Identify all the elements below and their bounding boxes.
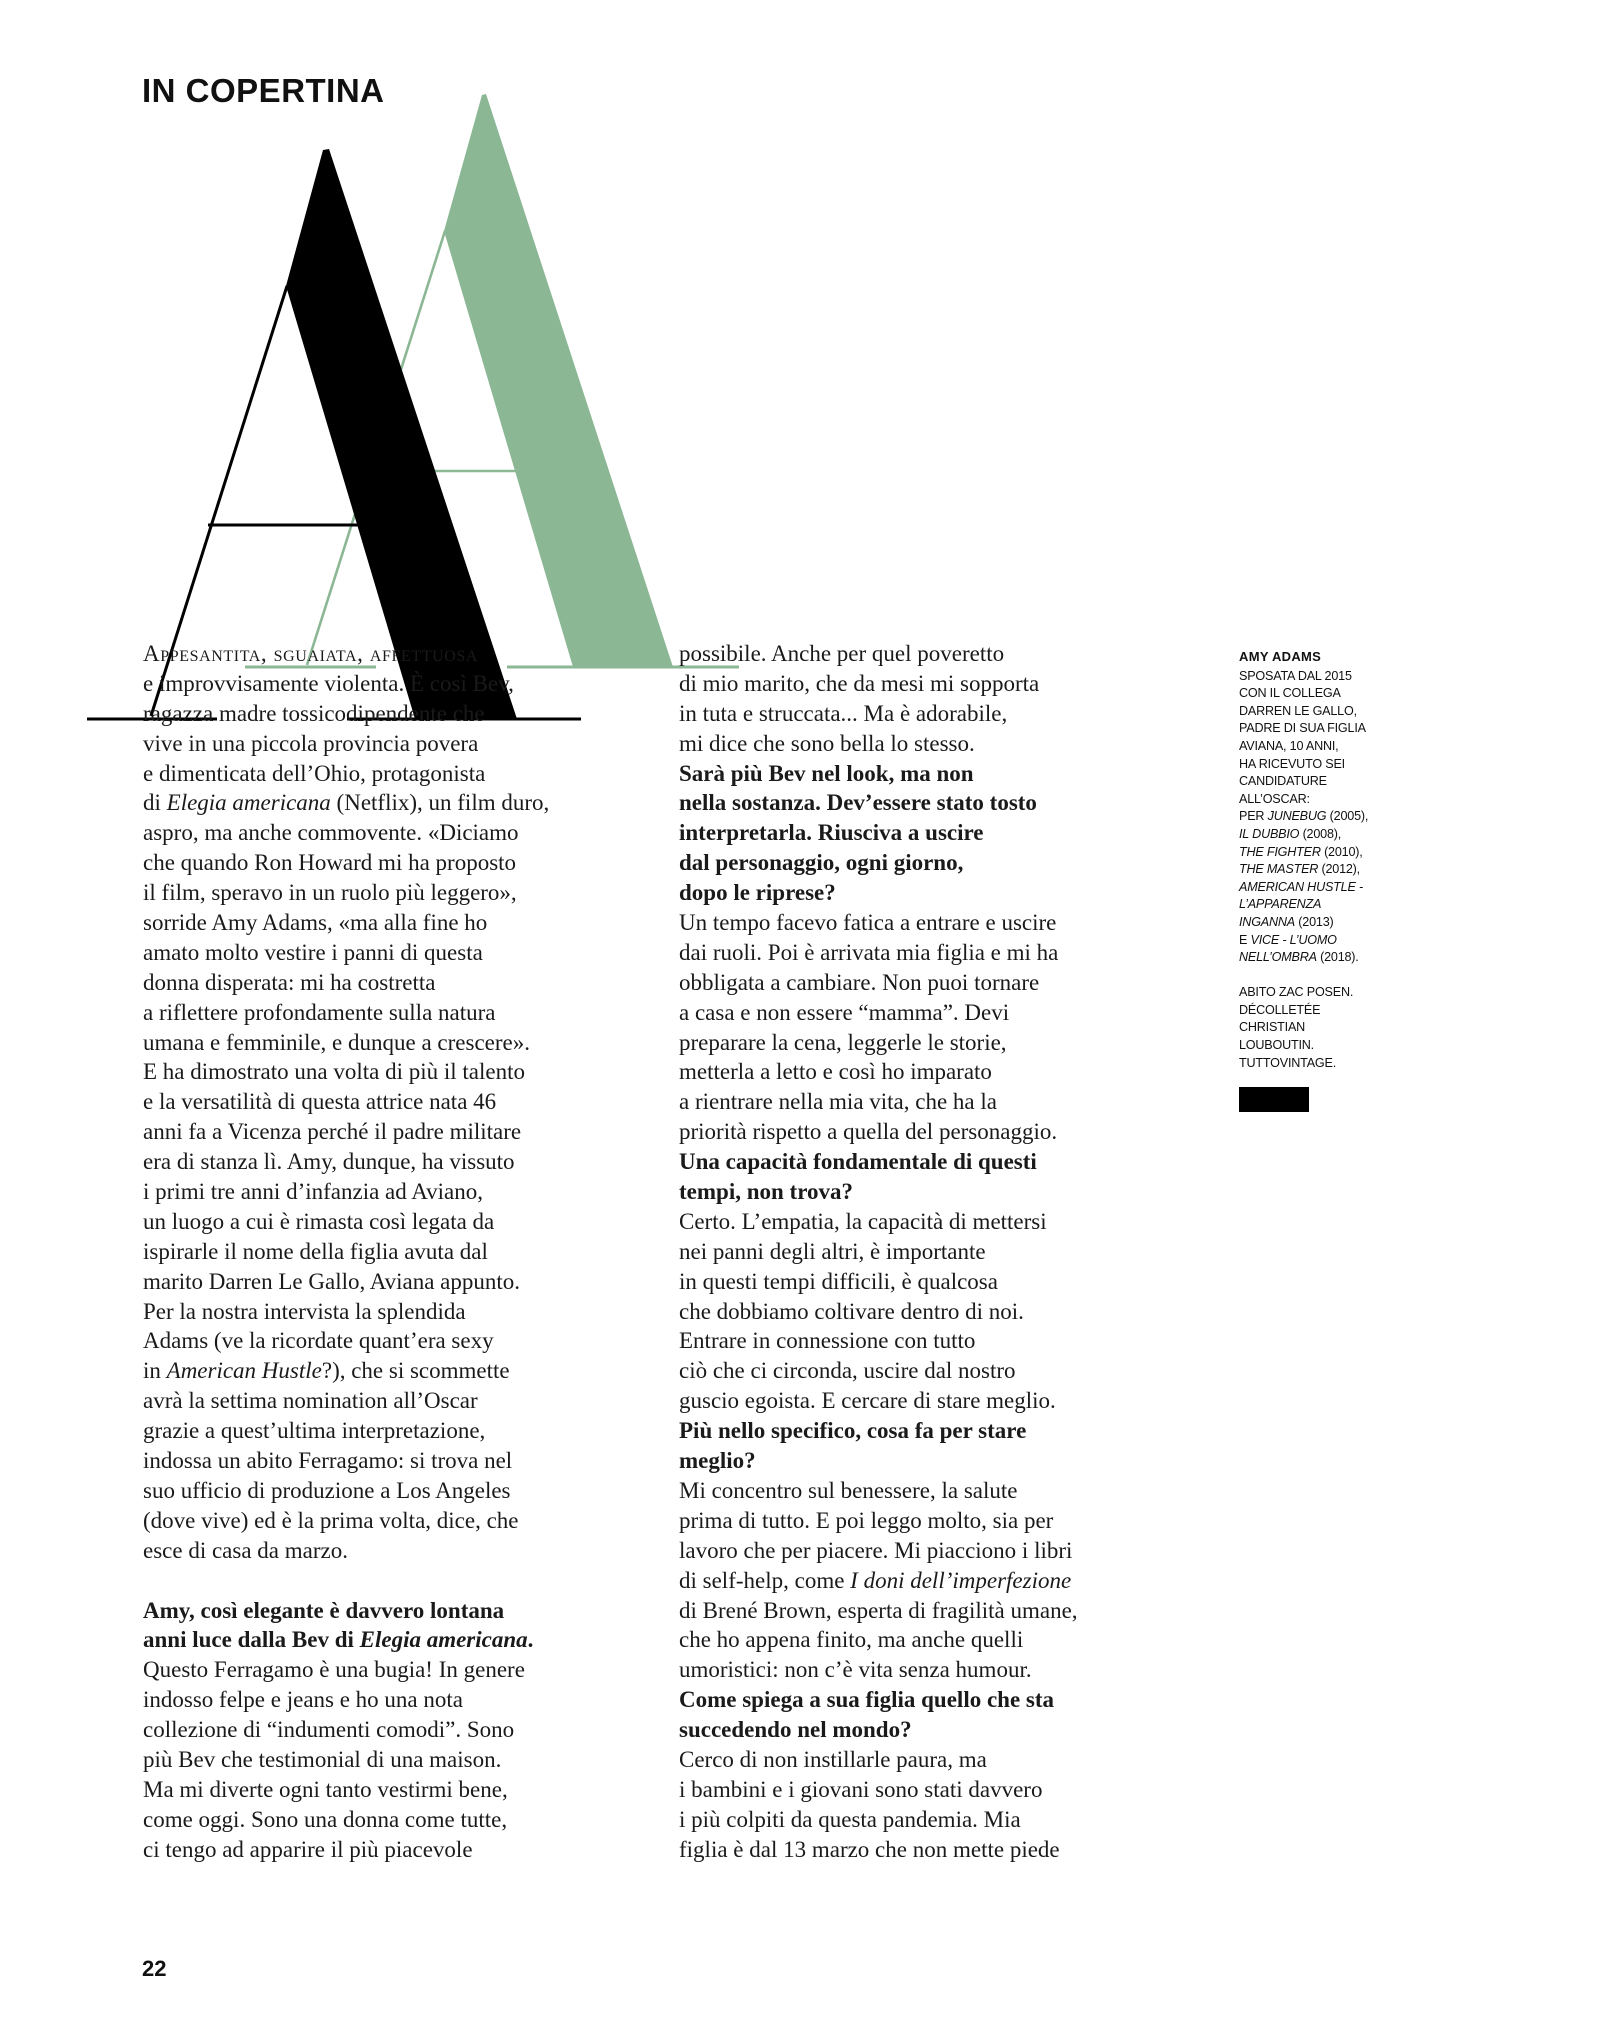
text-line — [1239, 685, 1368, 703]
text-line — [143, 968, 549, 998]
italic-title: NELL’OMBRA — [1239, 950, 1317, 965]
text-line — [143, 1715, 549, 1745]
text-segment: e improvvisamente violenta. È così Bev, — [143, 670, 514, 696]
text-segment: CANDIDATURE — [1239, 774, 1327, 789]
text-line — [679, 1625, 1078, 1655]
sidebar-caption — [1239, 648, 1368, 1072]
text-segment: amato molto vestire i panni di questa — [143, 939, 483, 965]
text-segment: era di stanza lì. Amy, dunque, ha vissuto — [143, 1149, 515, 1175]
text-segment: di Brené Brown, esperta di fragilità umane, — [679, 1597, 1078, 1623]
text-segment: ?), che si scommette — [321, 1358, 510, 1384]
text-line — [1239, 756, 1368, 774]
text-segment: Cerco di non instillarle paura, ma — [679, 1746, 987, 1772]
text-segment: di mio marito, che da mesi mi sopporta — [679, 670, 1040, 696]
bold-question: interpretarla. Riusciva a uscire — [679, 820, 984, 846]
text-line — [679, 1715, 1078, 1745]
text-line — [143, 1625, 549, 1655]
italic-title: I doni dell’imperfezione — [850, 1567, 1072, 1593]
text-line — [679, 1805, 1078, 1835]
text-segment: di self-help, come — [679, 1567, 851, 1593]
text-line — [679, 908, 1078, 938]
text-segment: indosso felpe e jeans e ho una nota — [143, 1687, 463, 1713]
text-line — [679, 1237, 1078, 1267]
text-segment: CHRISTIAN — [1239, 1020, 1306, 1035]
text-segment: come oggi. Sono una donna come tutte, — [143, 1806, 508, 1832]
text-segment: grazie a quest’ultima interpretazione, — [143, 1418, 486, 1444]
text-line — [143, 699, 549, 729]
text-segment: CON IL COLLEGA — [1239, 686, 1341, 701]
article-column-1 — [143, 639, 549, 1865]
italic-title: American Hustle — [166, 1358, 322, 1384]
text-line — [143, 1297, 549, 1327]
text-segment: a riflettere profondamente sulla natura — [143, 999, 496, 1025]
text-line — [143, 1237, 549, 1267]
bold-question: Una capacità fondamentale di questi — [679, 1149, 1037, 1175]
text-segment: i primi tre anni d’infanzia ad Aviano, — [143, 1179, 483, 1205]
text-line — [143, 1117, 549, 1147]
text-segment: Un tempo facevo fatica a entrare e uscire — [679, 910, 1057, 936]
bold-italic-title: Elegia americana — [359, 1627, 528, 1653]
text-line — [679, 1775, 1078, 1805]
text-line — [679, 759, 1078, 789]
bold-question: Come spiega a sua figlia quello che sta — [679, 1687, 1055, 1713]
text-line — [143, 1476, 549, 1506]
text-line — [679, 1655, 1078, 1685]
text-line — [679, 1057, 1078, 1087]
text-segment: (2005), — [1326, 809, 1369, 824]
text-segment: donna disperata: mi ha costretta — [143, 969, 436, 995]
sidebar-credits — [1239, 984, 1368, 1072]
text-segment: sorride Amy Adams, «ma alla fine ho — [143, 910, 488, 936]
text-line — [143, 1596, 549, 1626]
text-segment: ragazza madre tossicodipendente che — [143, 700, 485, 726]
text-line — [1239, 791, 1368, 809]
text-line — [1239, 738, 1368, 756]
text-line — [143, 1207, 549, 1237]
text-line — [1239, 896, 1368, 914]
text-line — [679, 1476, 1078, 1506]
text-line — [1239, 1055, 1368, 1073]
text-segment: AVIANA, 10 ANNI, — [1239, 738, 1339, 753]
text-line — [143, 1745, 549, 1775]
text-segment: umoristici: non c’è vita senza humour. — [679, 1657, 1032, 1683]
text-line — [679, 699, 1078, 729]
bold-question: . — [527, 1627, 534, 1653]
italic-title: JUNEBUG — [1267, 809, 1327, 824]
text-segment: prima di tutto. E poi leggo molto, sia per — [679, 1507, 1054, 1533]
text-segment: (dove vive) ed è la prima volta, dice, che — [143, 1507, 519, 1533]
text-line — [143, 1416, 549, 1446]
text-line — [679, 669, 1078, 699]
text-line — [1239, 1002, 1368, 1020]
text-segment: Mi concentro sul benessere, la salute — [679, 1477, 1018, 1503]
text-segment: Adams (ve la ricordate quant’era sexy — [143, 1328, 494, 1354]
text-segment: nei panni degli altri, è importante — [679, 1238, 986, 1264]
bold-question: anni luce dalla Bev di — [143, 1627, 360, 1653]
text-line — [679, 938, 1078, 968]
text-segment: in questi tempi difficili, è qualcosa — [679, 1268, 998, 1294]
text-segment: Ma mi diverte ogni tanto vestirmi bene, — [143, 1776, 508, 1802]
text-segment: possibile. Anche per quel poveretto — [679, 641, 1005, 666]
text-line — [143, 1805, 549, 1835]
text-segment: priorità rispetto a quella del personaggio. — [679, 1119, 1058, 1145]
bold-question: dopo le riprese? — [679, 880, 836, 906]
text-segment: DÉCOLLETÉE — [1239, 1002, 1321, 1017]
text-segment: in tuta e struccata... Ma è adorabile, — [679, 700, 1008, 726]
text-line — [143, 1685, 549, 1715]
text-segment: (2010), — [1320, 844, 1363, 859]
text-segment: collezione di “indumenti comodi”. Sono — [143, 1717, 515, 1743]
text-segment: umana e femminile, e dunque a crescere». — [143, 1029, 530, 1055]
text-segment: Certo. L’empatia, la capacità di mettersi — [679, 1208, 1047, 1234]
text-line — [679, 1267, 1078, 1297]
text-segment: E ha dimostrato una volta di più il talento — [143, 1059, 525, 1085]
section-kicker: IN COPERTINA — [142, 72, 385, 109]
sidebar-gap — [1239, 967, 1368, 985]
bold-question: Sarà più Bev nel look, ma non — [679, 760, 974, 786]
italic-title: VICE - L’UOMO — [1250, 932, 1337, 947]
text-line — [1239, 826, 1368, 844]
text-line — [679, 1386, 1078, 1416]
text-line — [1239, 808, 1368, 826]
page-number: 22 — [142, 1956, 167, 1981]
text-line — [679, 1177, 1078, 1207]
text-segment: avrà la settima nomination all’Oscar — [143, 1388, 478, 1414]
text-line — [1239, 703, 1368, 721]
bold-question: dal personaggio, ogni giorno, — [679, 850, 964, 876]
text-line — [679, 1745, 1078, 1775]
small-caps-lead: Appesantita, sguaiata, affettuosa — [143, 641, 479, 666]
bold-question: Più nello specifico, cosa fa per stare — [679, 1418, 1027, 1444]
text-segment: (2008), — [1299, 826, 1342, 841]
text-line — [1239, 1037, 1368, 1055]
text-line — [679, 1297, 1078, 1327]
text-segment: TUTTOVINTAGE. — [1239, 1055, 1336, 1070]
text-segment: che ho appena finito, ma anche quelli — [679, 1627, 1024, 1653]
bold-question: tempi, non trova? — [679, 1179, 853, 1205]
text-line — [143, 1267, 549, 1297]
text-segment: di — [143, 790, 167, 816]
italic-title: INGANNA — [1239, 914, 1295, 929]
text-line — [679, 1117, 1078, 1147]
text-segment: (2018). — [1316, 950, 1359, 965]
text-segment: esce di casa da marzo. — [143, 1537, 348, 1563]
text-line — [679, 1536, 1078, 1566]
text-segment: preparare la cena, leggerle le storie, — [679, 1029, 1007, 1055]
text-line — [679, 998, 1078, 1028]
text-segment: indossa un abito Ferragamo: si trova nel — [143, 1448, 513, 1474]
text-line — [143, 908, 549, 938]
text-line — [1239, 949, 1368, 967]
text-line — [679, 1147, 1078, 1177]
text-segment: E — [1239, 932, 1251, 947]
text-line — [143, 938, 549, 968]
text-line — [143, 1147, 549, 1177]
text-line — [143, 1566, 549, 1596]
text-line — [143, 1655, 549, 1685]
text-line — [1239, 773, 1368, 791]
text-line — [1239, 932, 1368, 950]
text-line — [143, 1446, 549, 1476]
text-segment: marito Darren Le Gallo, Aviana appunto. — [143, 1268, 521, 1294]
text-line — [679, 968, 1078, 998]
text-line — [679, 1685, 1078, 1715]
text-segment: (2013) — [1294, 914, 1334, 929]
text-line — [679, 1506, 1078, 1536]
text-segment: ABITO ZAC POSEN. — [1239, 985, 1354, 1000]
text-line — [679, 1356, 1078, 1386]
text-line — [1239, 1019, 1368, 1037]
text-segment: i bambini e i giovani sono stati davvero — [679, 1776, 1043, 1802]
text-line — [679, 848, 1078, 878]
text-segment: ci tengo ad apparire il più piacevole — [143, 1836, 473, 1862]
text-segment: guscio egoista. E cercare di stare meglio. — [679, 1388, 1056, 1414]
text-line — [679, 1416, 1078, 1446]
text-line — [143, 759, 549, 789]
text-segment: anni fa a Vicenza perché il padre militare — [143, 1119, 522, 1145]
text-line — [679, 1446, 1078, 1476]
text-line — [143, 1536, 549, 1566]
text-segment: LOUBOUTIN. — [1239, 1038, 1314, 1053]
italic-title: THE MASTER — [1239, 862, 1319, 877]
text-segment: in — [143, 1358, 167, 1384]
sidebar-title: AMY ADAMS — [1239, 649, 1322, 664]
text-segment: HA RICEVUTO SEI — [1239, 756, 1345, 771]
text-line — [143, 1775, 549, 1805]
text-segment: Entrare in connessione con tutto — [679, 1328, 976, 1354]
text-segment: che dobbiamo coltivare dentro di noi. — [679, 1298, 1024, 1324]
text-line — [679, 729, 1078, 759]
text-line — [143, 1087, 549, 1117]
text-segment: più Bev che testimonial di una maison. — [143, 1746, 502, 1772]
text-line — [679, 878, 1078, 908]
text-line — [1239, 668, 1368, 686]
text-segment: PADRE DI SUA FIGLIA — [1239, 721, 1366, 736]
drop-letter-aa-graphic — [0, 0, 760, 740]
text-line — [1239, 861, 1368, 879]
italic-title: IL DUBBIO — [1239, 826, 1300, 841]
text-line — [143, 1356, 549, 1386]
text-segment: Questo Ferragamo è una bugia! In genere — [143, 1657, 525, 1683]
bold-question: succedendo nel mondo? — [679, 1717, 912, 1743]
text-line — [679, 1835, 1078, 1865]
text-line — [679, 1566, 1078, 1596]
text-line — [679, 1596, 1078, 1626]
text-segment: ciò che ci circonda, uscire dal nostro — [679, 1358, 1016, 1384]
text-line — [143, 1057, 549, 1087]
text-line — [143, 878, 549, 908]
text-segment: i più colpiti da questa pandemia. Mia — [679, 1806, 1021, 1832]
text-segment: vive in una piccola provincia povera — [143, 730, 479, 756]
text-segment: suo ufficio di produzione a Los Angeles — [143, 1477, 511, 1503]
text-segment: e la versatilità di questa attrice nata 46 — [143, 1089, 497, 1115]
text-segment: dai ruoli. Poi è arrivata mia figlia e mi ha — [679, 939, 1059, 965]
text-segment: ALL’OSCAR: — [1239, 791, 1310, 806]
text-line — [679, 1207, 1078, 1237]
article-column-2 — [679, 639, 1078, 1865]
bold-question: nella sostanza. Dev’essere stato tosto — [679, 790, 1037, 816]
end-of-article-mark — [1239, 1087, 1309, 1112]
text-line — [143, 1506, 549, 1536]
text-segment: e dimenticata dell’Ohio, protagonista — [143, 760, 486, 786]
italic-title: Elegia americana — [166, 790, 331, 816]
text-segment: Per la nostra intervista la splendida — [143, 1298, 466, 1324]
text-line — [1239, 879, 1368, 897]
text-segment: aspro, ma anche commovente. «Diciamo — [143, 820, 519, 846]
text-segment: figlia è dal 13 marzo che non mette piede — [679, 1836, 1060, 1862]
text-line — [679, 1028, 1078, 1058]
text-line — [679, 1087, 1078, 1117]
text-segment: DARREN LE GALLO, — [1239, 703, 1357, 718]
text-line — [1239, 984, 1368, 1002]
text-segment: lavoro che per piacere. Mi piacciono i libri — [679, 1537, 1073, 1563]
text-line — [143, 669, 549, 699]
italic-title: AMERICAN HUSTLE - — [1239, 879, 1363, 894]
text-line — [143, 639, 549, 669]
text-segment: SPOSATA DAL 2015 — [1239, 668, 1352, 683]
text-segment: ispirarle il nome della figlia avuta dal — [143, 1238, 488, 1264]
bold-question: Amy, così elegante è davvero lontana — [143, 1597, 505, 1623]
sidebar-bio — [1239, 668, 1368, 967]
text-line — [143, 818, 549, 848]
text-line — [143, 788, 549, 818]
text-line — [143, 998, 549, 1028]
text-segment: mi dice che sono bella lo stesso. — [679, 730, 975, 756]
text-line — [143, 1177, 549, 1207]
text-line — [679, 639, 1078, 669]
text-segment: a rientrare nella mia vita, che ha la — [679, 1089, 997, 1115]
text-segment: il film, speravo in un ruolo più leggero», — [143, 880, 517, 906]
text-line — [143, 1326, 549, 1356]
text-line — [143, 1028, 549, 1058]
text-segment: obbligata a cambiare. Non puoi tornare — [679, 969, 1040, 995]
text-segment: (Netflix), un film duro, — [330, 790, 550, 816]
text-line — [1239, 720, 1368, 738]
text-line — [143, 1835, 549, 1865]
text-line — [679, 1326, 1078, 1356]
text-line — [1239, 844, 1368, 862]
text-line — [679, 818, 1078, 848]
text-line — [143, 848, 549, 878]
italic-title: THE FIGHTER — [1239, 844, 1321, 859]
text-line — [143, 729, 549, 759]
text-segment: metterla a letto e così ho imparato — [679, 1059, 992, 1085]
text-segment: PER — [1239, 809, 1268, 824]
text-segment: (2012), — [1318, 862, 1360, 877]
text-line — [1239, 914, 1368, 932]
text-segment: a casa e non essere “mamma”. Devi — [679, 999, 1010, 1025]
text-segment: un luogo a cui è rimasta così legata da — [143, 1208, 495, 1234]
text-line — [679, 788, 1078, 818]
text-line — [143, 1386, 549, 1416]
bold-question: meglio? — [679, 1448, 756, 1474]
text-segment: che quando Ron Howard mi ha proposto — [143, 850, 517, 876]
italic-title: L’APPARENZA — [1239, 897, 1322, 912]
